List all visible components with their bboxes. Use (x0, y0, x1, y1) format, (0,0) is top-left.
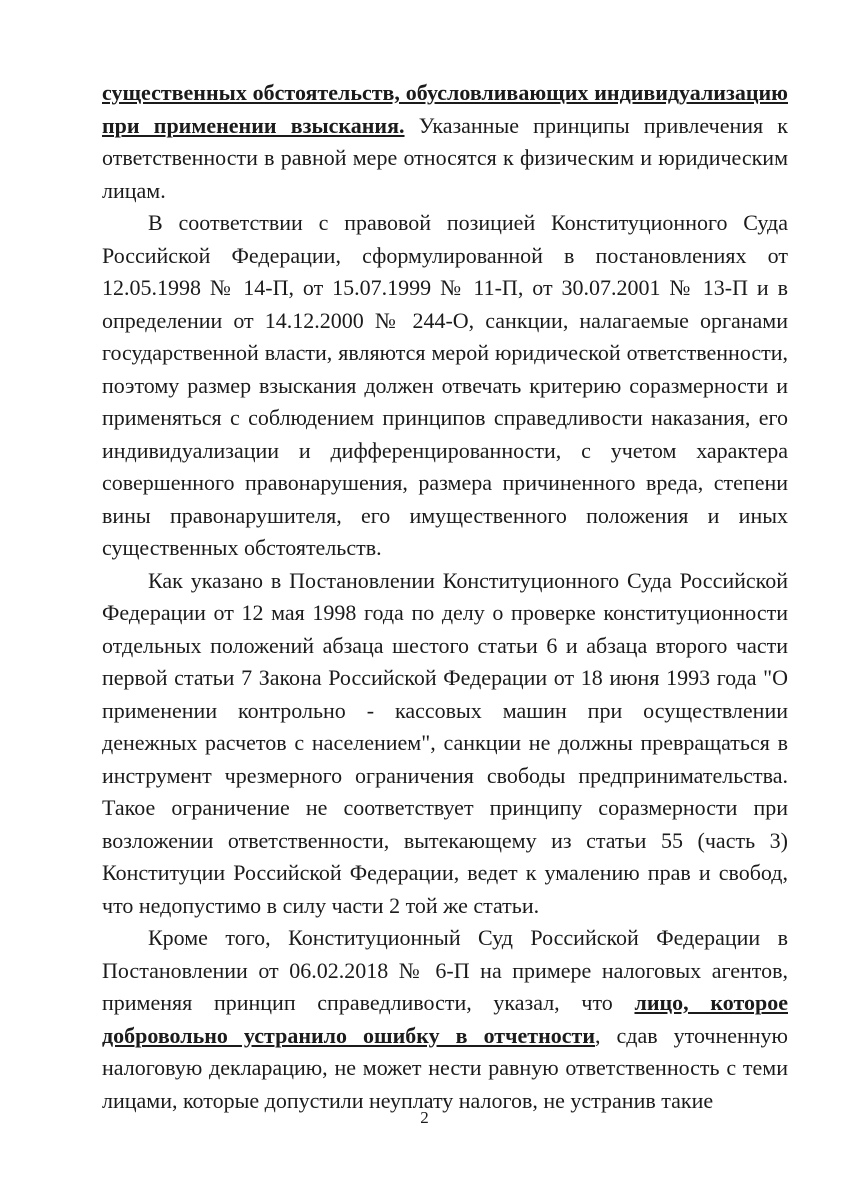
paragraph-4-before: Кроме того, Конституционный Суд Российской Федерации в Постановлении от 06.02.2018 № 6-П на примере налоговых агентов, применяя принцип справедливости, указал, что (102, 925, 788, 1015)
emphasis-individualization: существенных обстоятельств, обусловливающих индивидуализацию при применении взыскания. (102, 80, 788, 138)
document-body (102, 77, 788, 1117)
paragraph-1-rest: Указанные принципы привлечения к ответственности в равной мере относятся к физическим и юридическим лицам. (102, 112, 788, 203)
page-number: 2 (420, 1108, 429, 1127)
paragraph-3: Как указано в Постановлении Конституционного Суда Российской Федерации от 12 мая 1998 года по делу о проверке конституционности отдельных положений абзаца шестого статьи 6 и абзаца второго части первой статьи 7 Закона Российской Федерации от 18 июня 1993 года "О применении контрольно - кассовых машин при осуществлении денежных расчетов с населением", санкции не должны превращаться в инструмент чрезмерного ограничения свободы предпринимательства. Такое ограничение не соответствует принципу соразмерности при возложении ответственности, вытекающему из статьи 55 (часть 3) Конституции Российской Федерации, ведет к умалению прав и свобод, что недопустимо в силу части 2 той же статьи. (102, 567, 788, 918)
paragraph-1 (102, 77, 788, 207)
paragraph-2: В соответствии с правовой позицией Конституционного Суда Российской Федерации, сформулированной в постановлениях от 12.05.1998 № 14-П, от 15.07.1999 № 11-П, от 30.07.2001 № 13-П и в определении от 14.12.2000 № 244-О, санкции, налагаемые органами государственной власти, являются мерой юридической ответственности, поэтому размер взыскания должен отвечать критерию соразмерности и применяться с соблюдением принципов справедливости наказания, его индивидуализации и дифференцированности, с учетом характера совершенного правонарушения, размера причиненного вреда, степени вины правонарушителя, его имущественного положения и иных существенных обстоятельств. (102, 210, 788, 560)
emphasis-voluntary-correction: лицо, которое добровольно устранило ошибку в отчетности (102, 990, 788, 1048)
paragraph-4-after: , сдав уточненную налоговую декларацию, не может нести равную ответственность с теми лицами, которые допустили неуплату налогов, не устранив такие (102, 1022, 788, 1113)
paragraph-4 (102, 922, 788, 1117)
